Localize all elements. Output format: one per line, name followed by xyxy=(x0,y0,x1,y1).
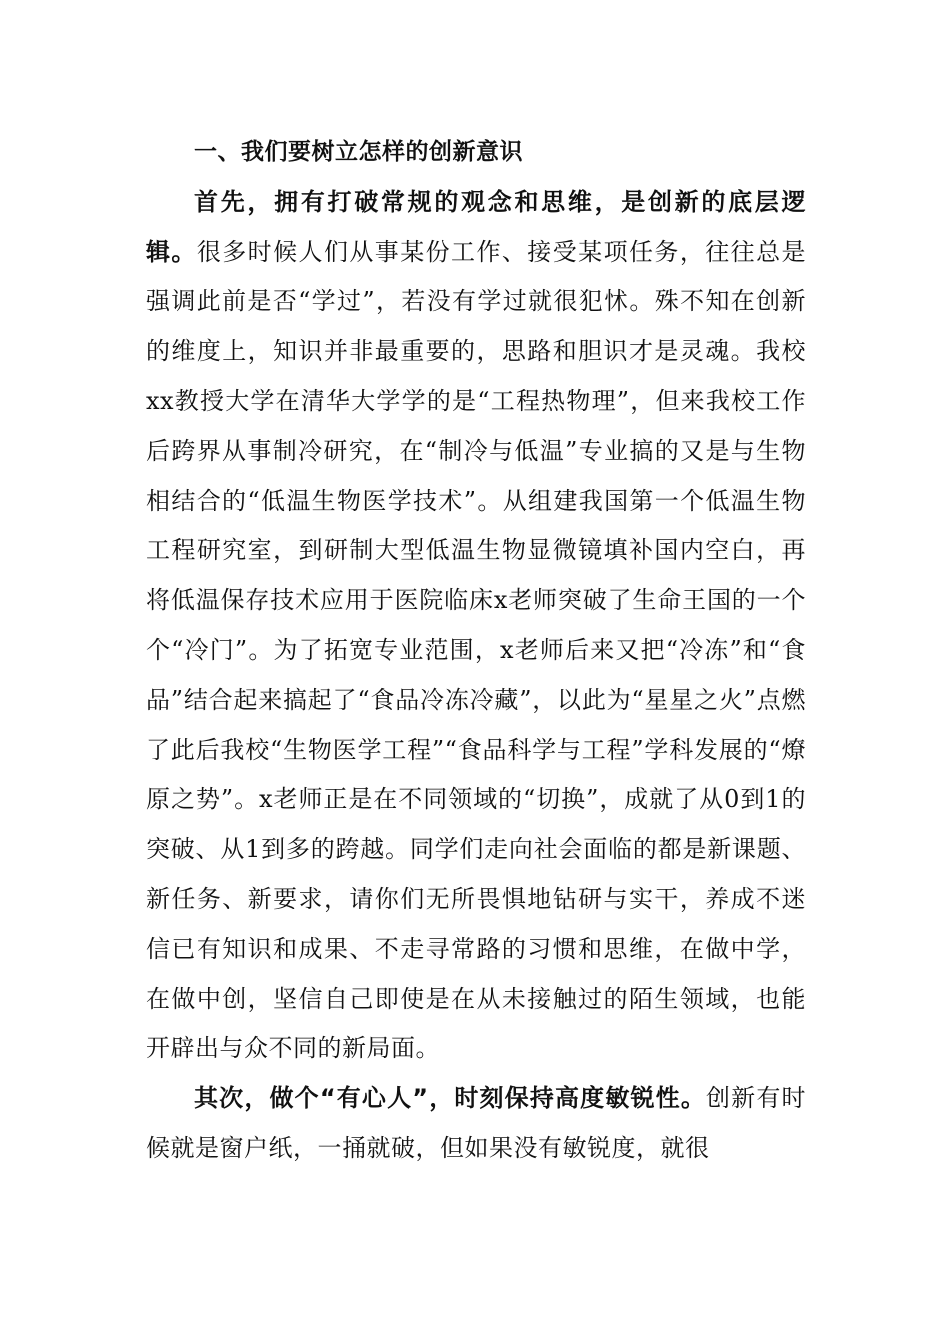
section-heading: 一、我们要树立怎样的创新意识 xyxy=(194,139,523,165)
paragraph-2-lead: 其次，做个“有心人”，时刻保持高度敏锐性。 xyxy=(194,1084,707,1113)
paragraph-1-lead: 首先，拥有打破常规的观念和思维，是创新的底层逻辑。 xyxy=(146,187,806,266)
paragraph-1 xyxy=(146,178,806,1074)
document-body xyxy=(146,128,806,1174)
paragraph-1-body: 很多时候人们从事某份工作、接受某项任务，往往总是强调此前是否“学过”，若没有学过就很犯怵。殊不知在创新的维度上，知识并非最重要的，思路和胆识才是灵魂。我校xx教授大学在清华大学学的是“工程热物理”，但来我校工作后跨界从事制冷研究，在“制冷与低温”专业搞的又是与生物相结合的“低温生物医学技术”。从组建我国第一个低温生物工程研究室，到研制大型低温生物显微镜填补国内空白，再将低温保存技术应用于医院临床x老师突破了生命王国的一个个“冷门”。为了拓宽专业范围，x老师后来又把“冷冻”和“食品”结合起来搞起了“食品冷冻冷藏”，以此为“星星之火”点燃了此后我校“生物医学工程”“食品科学与工程”学科发展的“燎原之势”。x老师正是在不同领域的“切换”，成就了从0到1的突破、从1到多的跨越。同学们走向社会面临的都是新课题、新任务、新要求，请你们无所畏惧地钻研与实干，养成不迷信已有知识和成果、不走寻常路的习惯和思维，在做中学，在做中创，坚信自己即使是在从未接触过的陌生领域，也能开辟出与众不同的新局面。 xyxy=(146,237,807,1063)
paragraph-2 xyxy=(146,1074,806,1174)
paragraph-2-body: 创新有时候就是窗户纸，一捅就破，但如果没有敏锐度，就很 xyxy=(146,1084,807,1162)
